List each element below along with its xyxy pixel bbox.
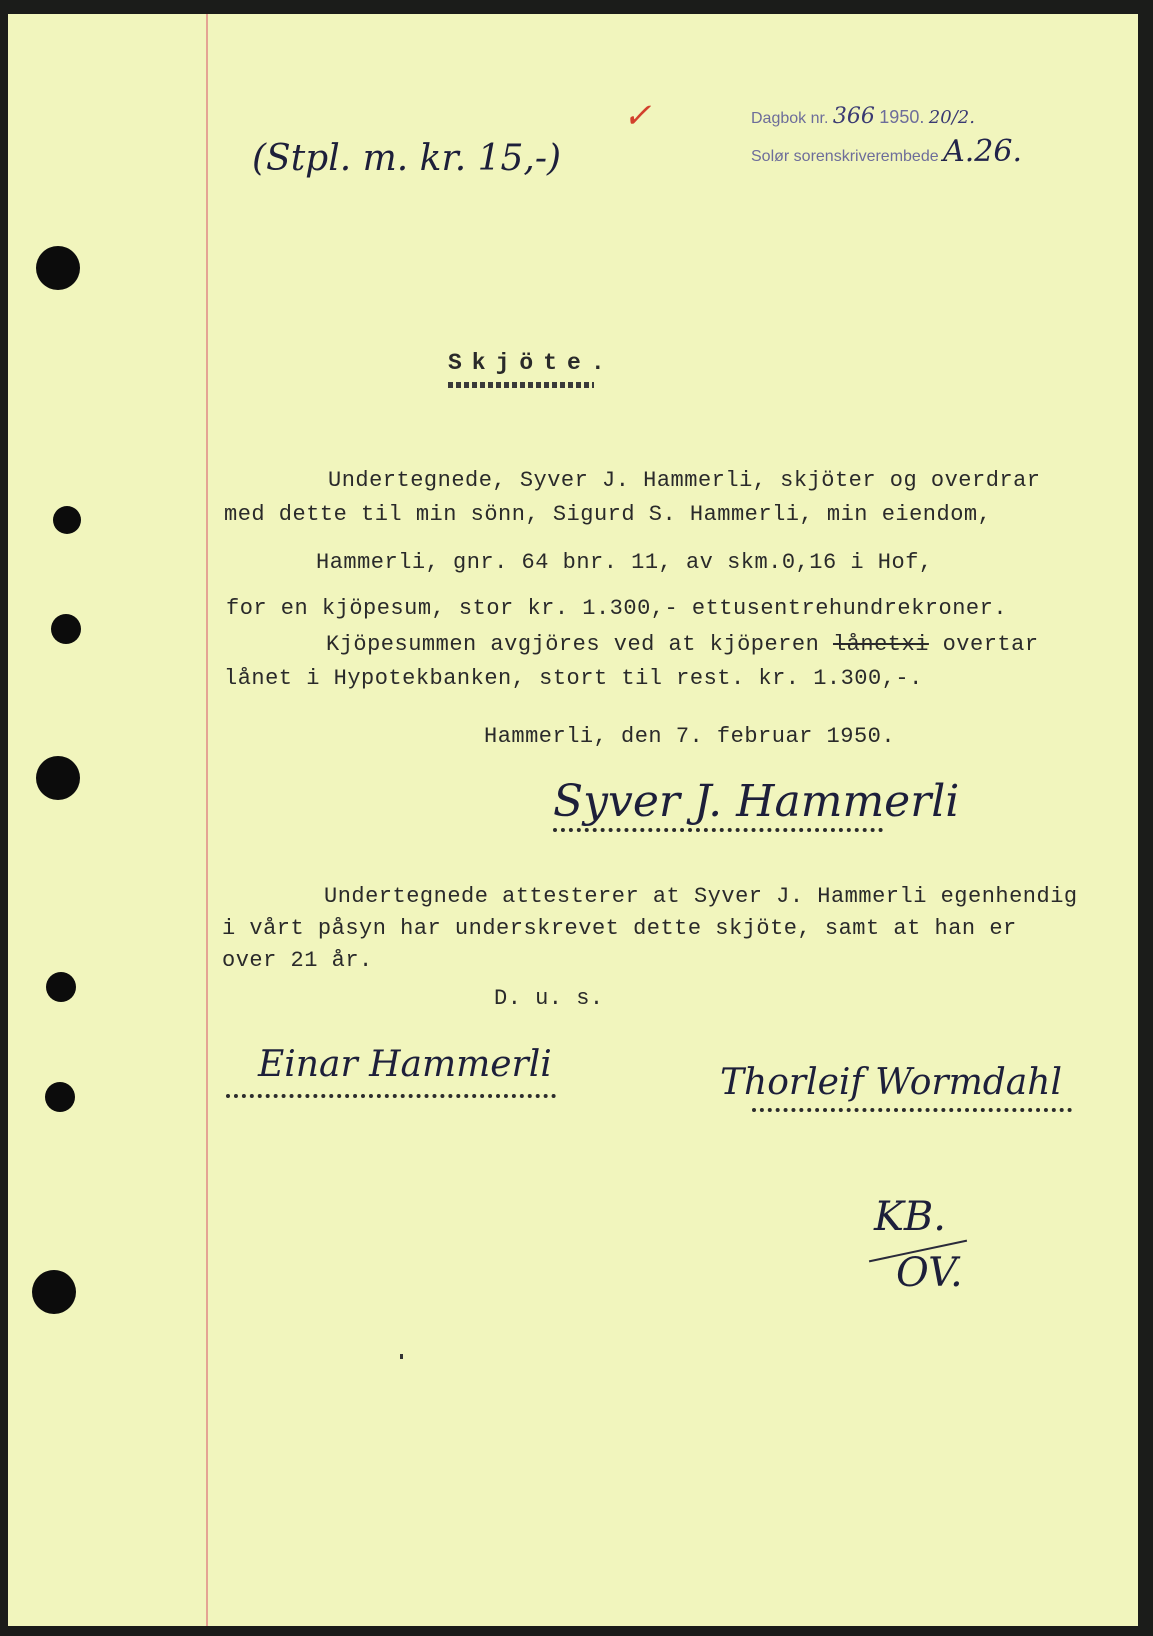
punch-hole (51, 614, 81, 644)
punch-hole (32, 1270, 76, 1314)
stamp-dagbok-number: 366 (832, 104, 875, 129)
signature-line (553, 828, 883, 832)
attest-line: Undertegnede attesterer at Syver J. Hammerli egenhendig (324, 884, 1078, 909)
body-line: med dette til min sönn, Sigurd S. Hammerli, min eiendom, (224, 502, 992, 527)
place-date: Hammerli, den 7. februar 1950. (484, 724, 896, 749)
stamp-year: 1950. (879, 107, 925, 127)
seller-signature: Syver J. Hammerli (553, 776, 960, 827)
payment-line: lånet i Hypotekbanken, stort til rest. kr. 1.300,-. (224, 666, 923, 691)
ink-mark (400, 1354, 403, 1359)
witness-line (752, 1108, 1072, 1112)
checkmark: ✓ (623, 96, 652, 136)
stamp-duty-note: (Stpl. m. kr. 15,-) (252, 138, 562, 179)
struck-text: lånetxi (832, 632, 929, 657)
punch-hole (36, 756, 80, 800)
document-page (8, 14, 1138, 1626)
witness-signature: Thorleif Wormdahl (720, 1062, 1062, 1103)
punch-hole (45, 1082, 75, 1112)
payment-line (326, 632, 1039, 657)
document-title: Skjöte. (448, 350, 615, 376)
stamp-date: 20/2. (928, 107, 975, 128)
clerk-initials: OV. (896, 1250, 963, 1296)
witness-signature: Einar Hammerli (258, 1044, 552, 1085)
payment-text: Kjöpesummen avgjöres ved at kjöperen (326, 632, 820, 657)
dus-abbreviation: D. u. s. (494, 986, 604, 1011)
attest-line: i vårt påsyn har underskrevet dette skjöte, samt at han er (222, 916, 1017, 941)
attest-line: over 21 år. (222, 948, 373, 973)
stamp-reference: A.26. (943, 134, 1022, 169)
witness-line (226, 1094, 556, 1098)
body-line: Undertegnede, Syver J. Hammerli, skjöter og overdrar (328, 468, 1041, 493)
stamp-dagbok-label: Dagbok nr. (751, 110, 829, 127)
punch-hole (53, 506, 81, 534)
punch-hole (36, 246, 80, 290)
clerk-initials: KB. (874, 1194, 946, 1240)
body-line: Hammerli, gnr. 64 bnr. 11, av skm.0,16 i Hof, (316, 550, 933, 575)
title-underline (448, 382, 594, 388)
stamp-office: Solør sorenskriverembede (751, 148, 939, 165)
body-line: for en kjöpesum, stor kr. 1.300,- ettusentrehundrekroner. (226, 596, 1008, 621)
registry-stamp-office (751, 134, 1022, 169)
punch-hole (46, 972, 76, 1002)
payment-text-end: overtar (942, 632, 1039, 657)
margin-rule (206, 14, 208, 1626)
registry-stamp (751, 104, 975, 129)
